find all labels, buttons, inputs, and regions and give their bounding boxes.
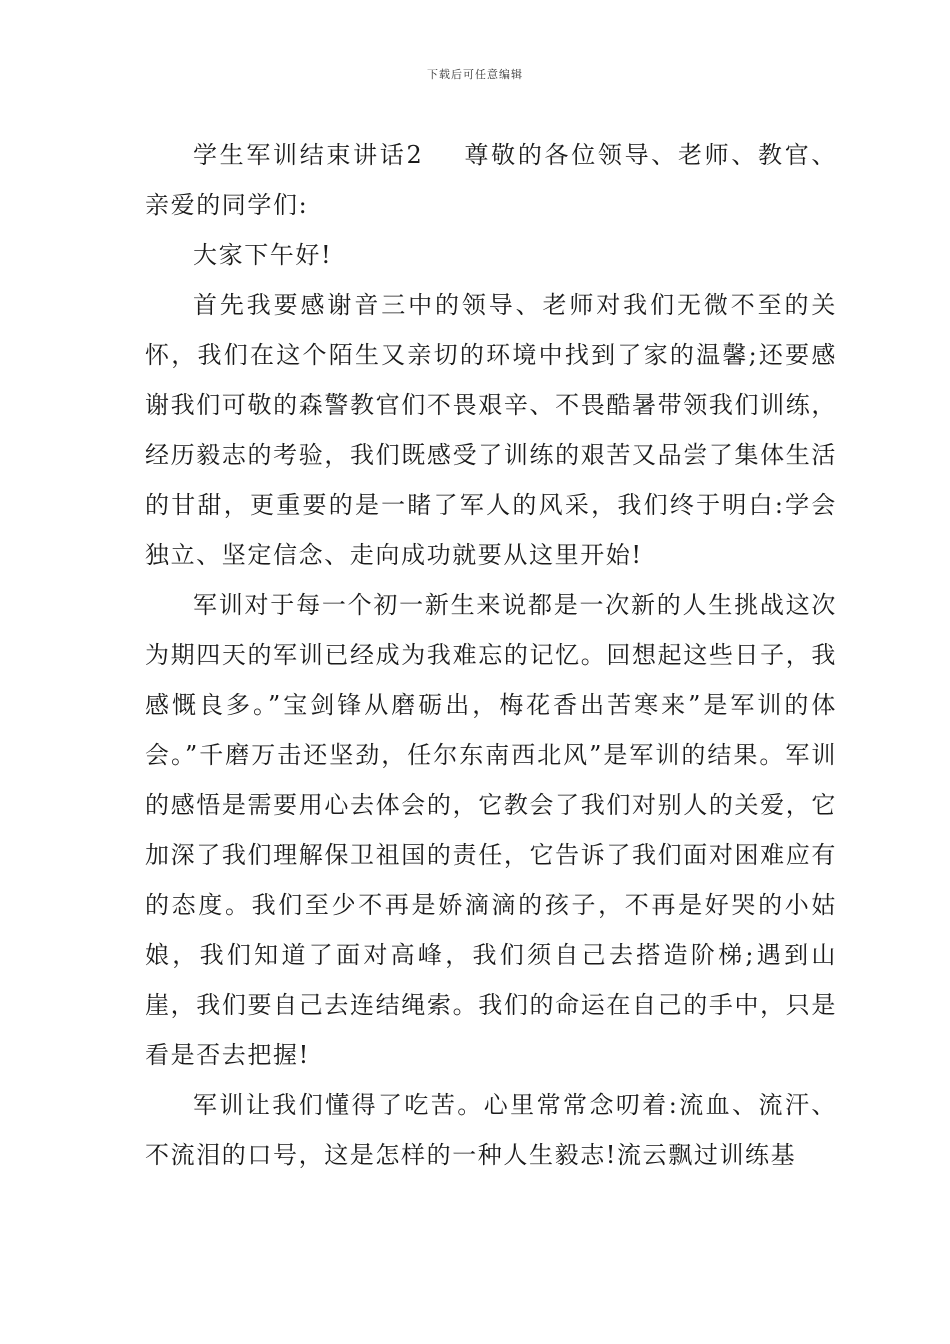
document-title: 学生军训结束讲话2: [193, 141, 424, 169]
title-paragraph: [145, 130, 837, 230]
paragraph-hardship: 军训让我们懂得了吃苦。心里常常念叨着:流血、流汗、不流泪的口号，这是怎样的一种人生毅志!流云飘过训练基: [145, 1091, 837, 1169]
salutation: 尊敬的各位领导、老师、教官、亲爱的同学们:: [145, 141, 837, 219]
page-header: 下载后可任意编辑: [427, 68, 523, 81]
document-body: [145, 130, 837, 1180]
paragraph-greeting: 大家下午好!: [193, 241, 333, 269]
paragraph-reflection: 军训对于每一个初一新生来说都是一次新的人生挑战这次为期四天的军训已经成为我难忘的记忆。回想起这些日子，我感慨良多。”宝剑锋从磨砺出，梅花香出苦寒来”是军训的体会。”千磨万击还坚劲，任尔东南西北风”是军训的结果。军训的感悟是需要用心去体会的，它教会了我们对别人的关爱，它加深了我们理解保卫祖国的责任，它告诉了我们面对困难应有的态度。我们至少不再是娇滴滴的孩子，不再是好哭的小姑娘，我们知道了面对高峰，我们须自己去搭造阶梯;遇到山崖，我们要自己去连结绳索。我们的命运在自己的手中，只是看是否去把握!: [145, 591, 837, 1069]
paragraph-thanks: 首先我要感谢音三中的领导、老师对我们无微不至的关怀，我们在这个陌生又亲切的环境中找到了家的温馨;还要感谢我们可敬的森警教官们不畏艰辛、不畏酷暑带领我们训练，经历毅志的考验，我们既感受了训练的艰苦又品尝了集体生活的甘甜，更重要的是一睹了军人的风采，我们终于明白:学会独立、坚定信念、走向成功就要从这里开始!: [145, 291, 837, 569]
